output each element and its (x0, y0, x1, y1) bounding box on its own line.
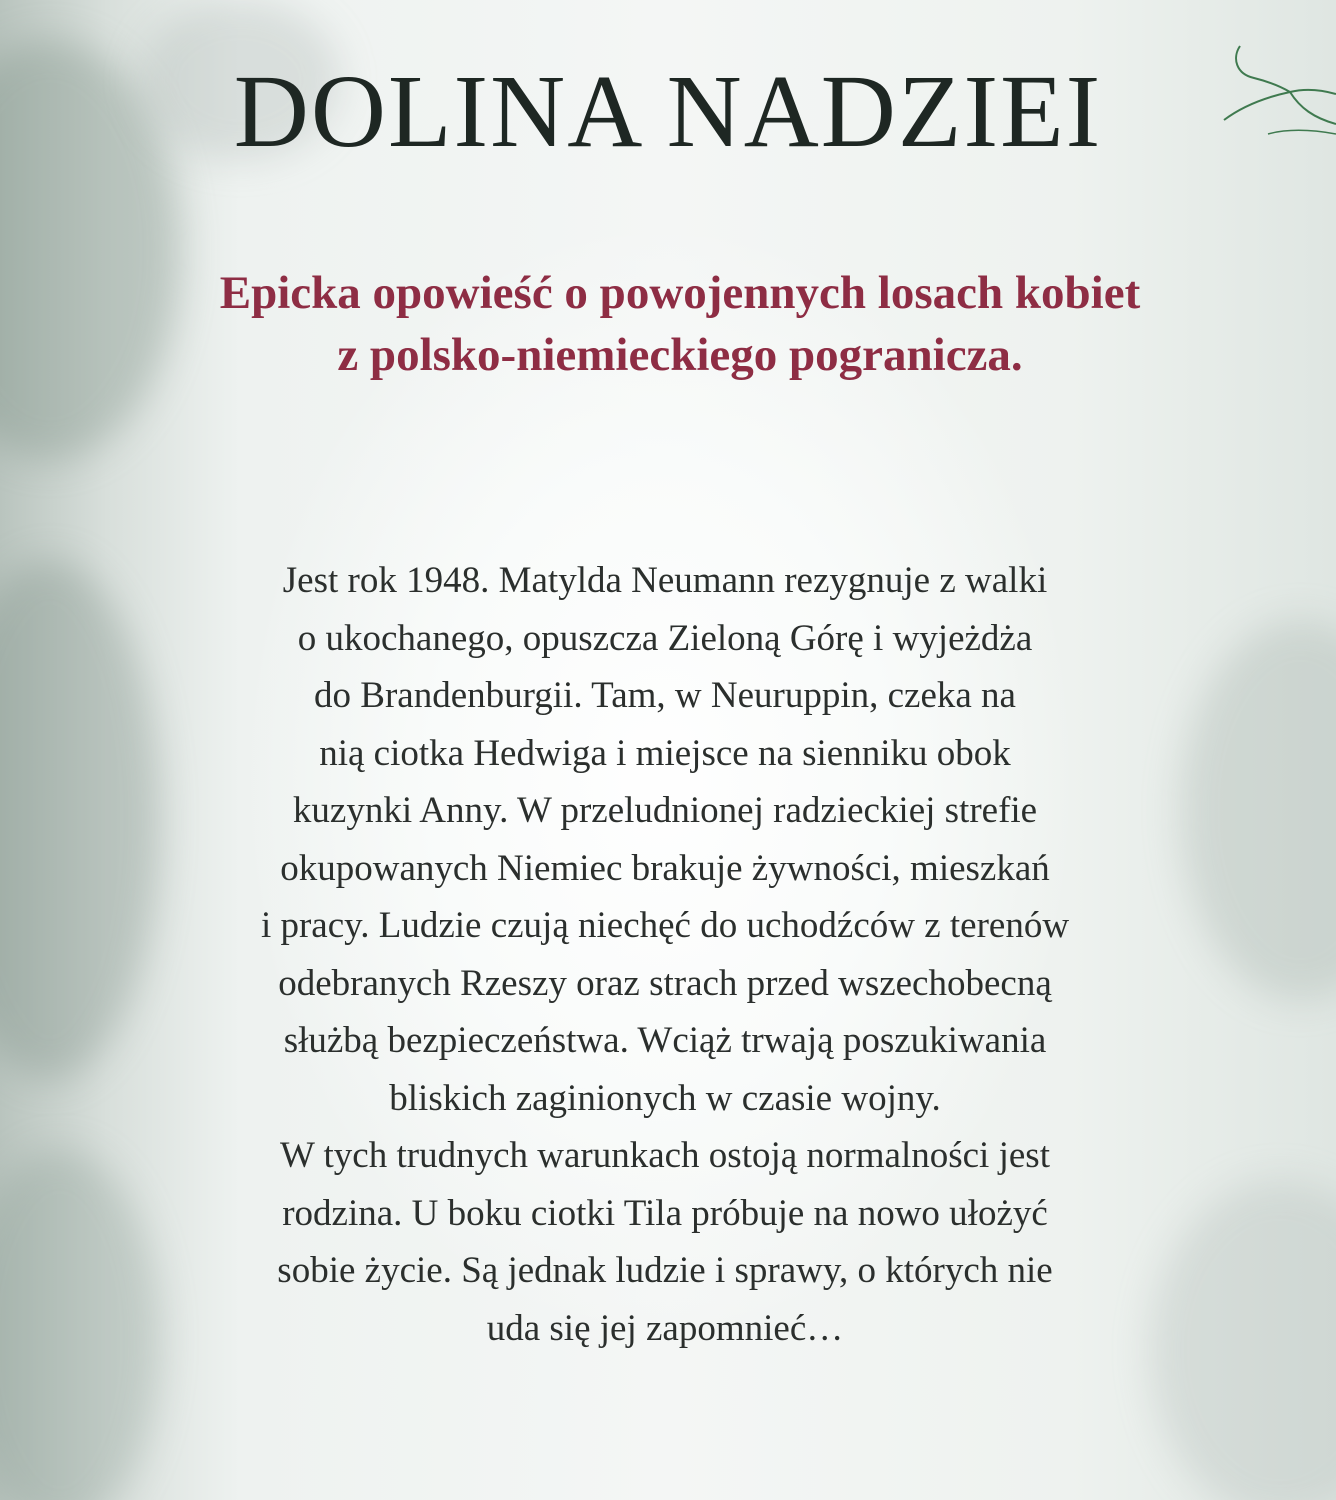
blurb-line: służbą bezpieczeństwa. Wciąż trwają poszukiwania (283, 1020, 1047, 1061)
blurb-line: do Brandenburgii. Tam, w Neuruppin, czeka na (314, 675, 1016, 716)
book-title: DOLINA NADZIEI (233, 54, 1103, 169)
tagline-line: Epicka opowieść o powojennych losach kobiet (219, 267, 1141, 319)
blurb-line: bliskich zaginionych w czasie wojny. (389, 1077, 941, 1119)
tagline-line: z polsko-niemieckiego pogranicza. (337, 329, 1023, 381)
blurb-line: uda się jej zapomnieć… (486, 1307, 844, 1349)
blurb-line: okupowanych Niemiec brakuje żywności, mieszkań (280, 847, 1050, 889)
background-foliage-blur (0, 560, 160, 1080)
blurb-line: Jest rok 1948. Matylda Neumann rezygnuje z walki (282, 560, 1048, 601)
blurb-line: i pracy. Ludzie czują niechęć do uchodźców z terenów (260, 905, 1070, 946)
tagline (70, 262, 1290, 386)
blurb-line: sobie życie. Są jednak ludzie i sprawy, o których nie (277, 1250, 1053, 1291)
blurb-line: odebranych Rzeszy oraz strach przed wszechobecną (278, 962, 1052, 1004)
blurb-line: rodzina. U boku ciotki Tila próbuje na nowo ułożyć (282, 1192, 1048, 1234)
blurb (150, 552, 1180, 1357)
background-foliage-blur (0, 1150, 160, 1500)
blurb-line: W tych trudnych warunkach ostoją normalności jest (280, 1135, 1050, 1176)
background-foliage-blur (1180, 620, 1336, 1000)
blurb-line: o ukochanego, opuszcza Zieloną Górę i wyjeżdża (297, 617, 1033, 659)
blurb-line: kuzynki Anny. W przeludnionej radzieckiej strefie (292, 790, 1038, 831)
blurb-line: nią ciotka Hedwiga i miejsce na sienniku obok (319, 732, 1011, 774)
